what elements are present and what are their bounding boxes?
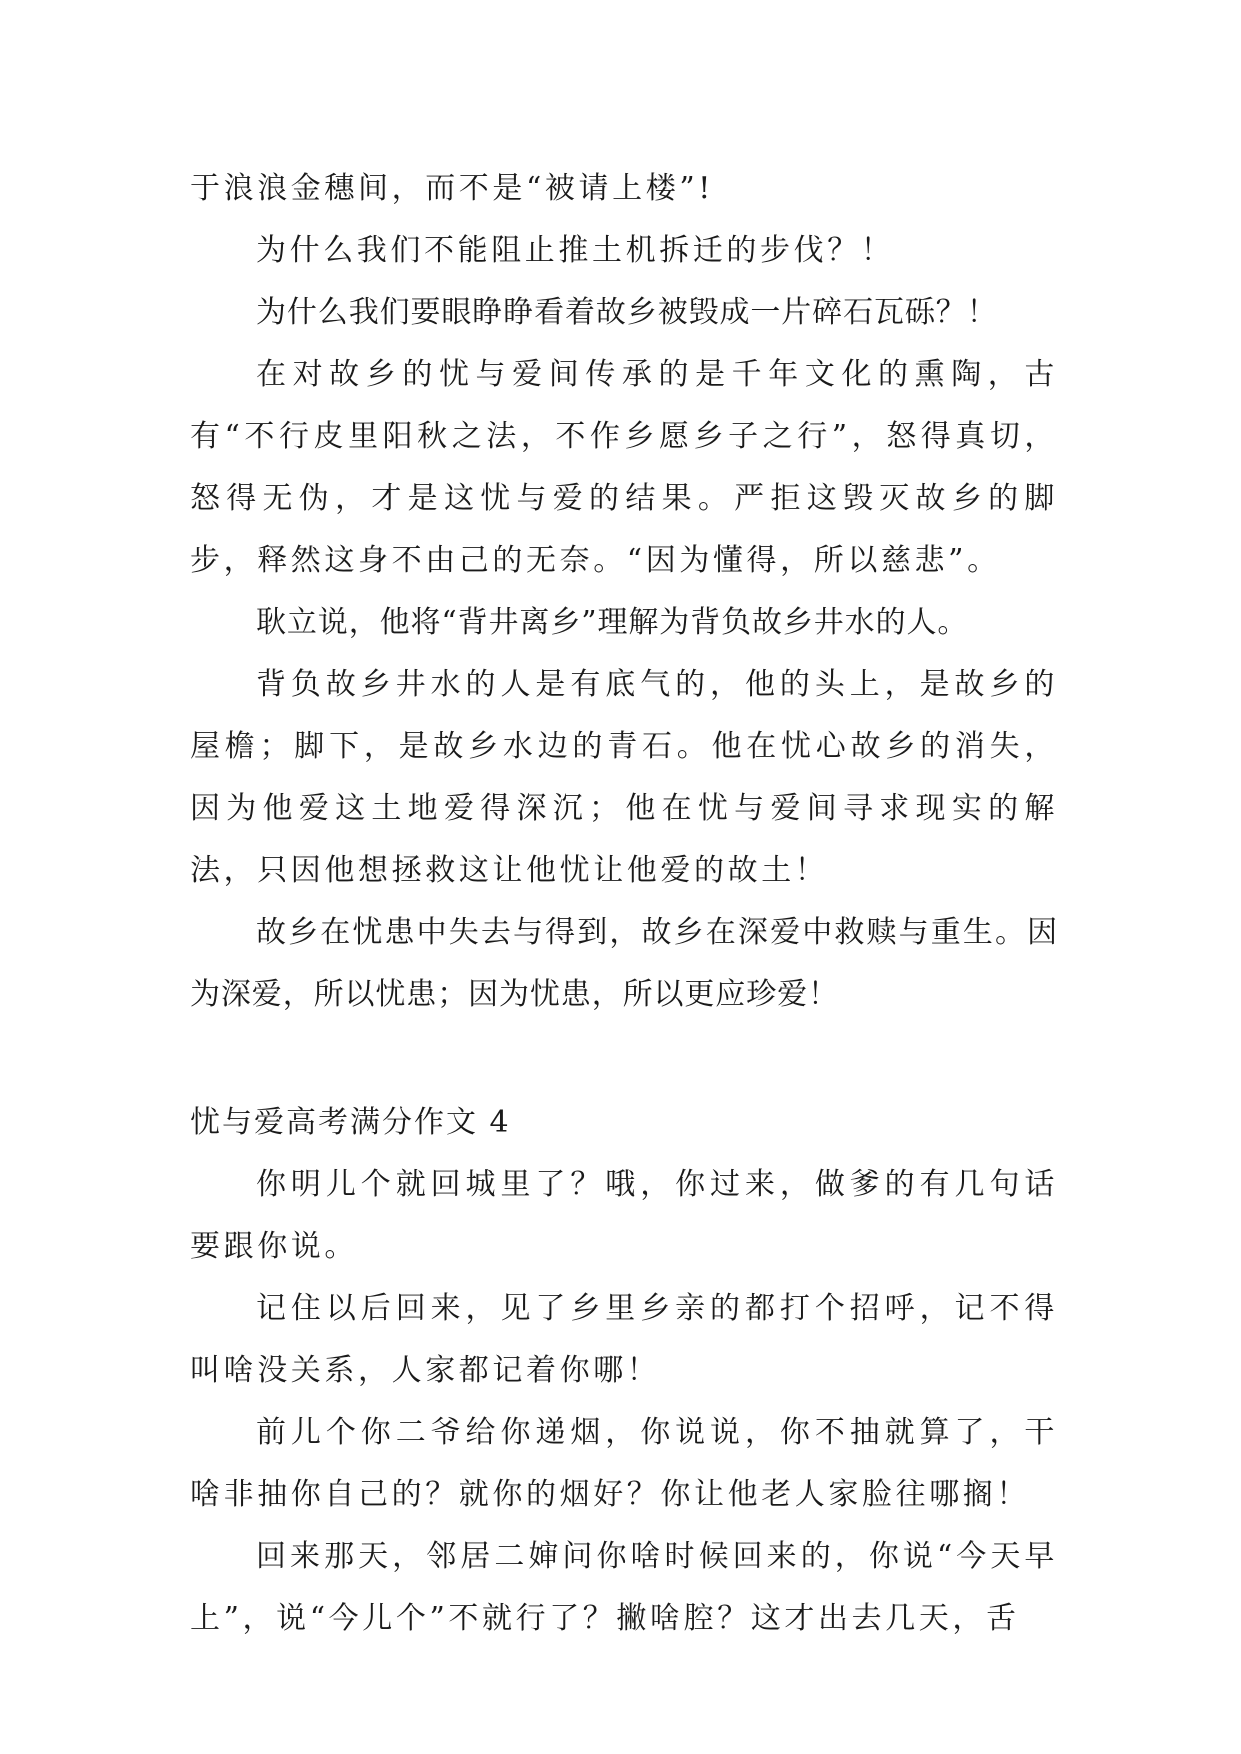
section-heading: 忧与爱高考满分作文 4 — [190, 1105, 511, 1140]
paragraph: 背负故乡井水的人是有底气的，他的头上，是故乡的屋檐；脚下，是故乡水边的青石。他在忧心故乡的消失，因为他爱这土地爱得深沉；他在忧与爱间寻求现实的解法，只因他想拯救这让他忧让他爱的故土！ — [190, 667, 1058, 888]
paragraph: 于浪浪金穗间，而不是“被请上楼”! — [190, 171, 714, 206]
paragraph: 回来那天，邻居二婶问你啥时候回来的，你说“今天早上”，说“今儿个”不就行了？撇啥腔？这才出去几天，舌 — [190, 1539, 1058, 1636]
paragraph: 耿立说，他将“背井离乡”理解为背负故乡井水的人。 — [256, 605, 969, 640]
paragraph: 在对故乡的忧与爱间传承的是千年文化的熏陶，古有“不行皮里阳秋之法，不作乡愿乡子之行”，怒得真切，怒得无伪，才是这忧与爱的结果。严拒这毁灭故乡的脚步，释然这身不由己的无奈。“因为懂得，所以慈悲”。 — [190, 357, 1058, 578]
paragraph: 记住以后回来，见了乡里乡亲的都打个招呼，记不得叫啥没关系，人家都记着你哪！ — [190, 1291, 1058, 1388]
paragraph: 故乡在忧患中失去与得到，故乡在深爱中救赎与重生。因为深爱，所以忧患；因为忧患，所以更应珍爱！ — [190, 915, 1058, 1012]
paragraph: 为什么我们要眼睁睁看着故乡被毁成一片碎石瓦砾？！ — [256, 295, 998, 330]
paragraph: 为什么我们不能阻止推土机拆迁的步伐？！ — [256, 233, 895, 268]
paragraph: 前儿个你二爷给你递烟，你说说，你不抽就算了，干啥非抽你自己的？就你的烟好？你让他老人家脸往哪搁！ — [190, 1415, 1058, 1512]
paragraph: 你明儿个就回城里了？哦，你过来，做爹的有几句话要跟你说。 — [190, 1167, 1058, 1264]
document-page — [190, 158, 1058, 1650]
